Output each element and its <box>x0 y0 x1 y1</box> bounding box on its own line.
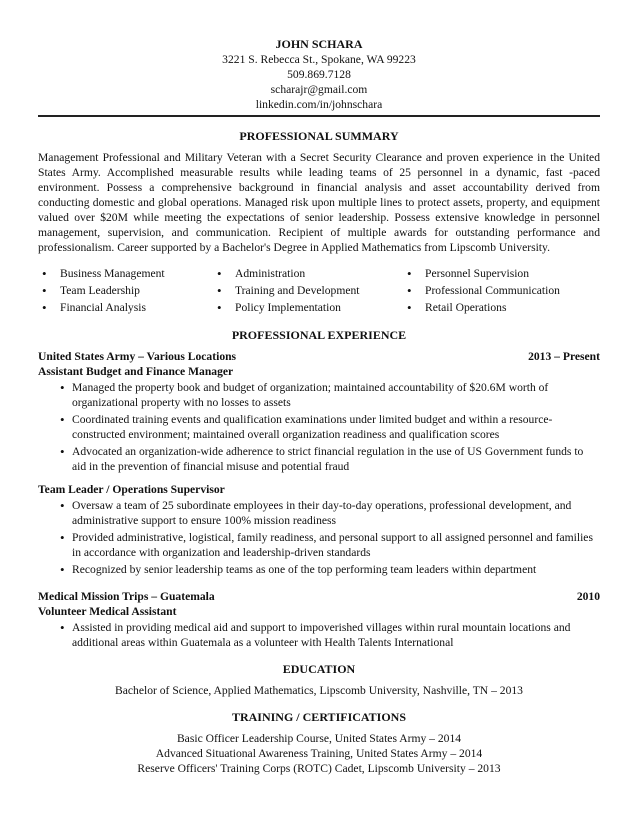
certification-item: Advanced Situational Awareness Training, United States Army – 2014 <box>155 747 483 760</box>
education-entry: Bachelor of Science, Applied Mathematics, Lipscomb University, Nashville, TN – 2013 <box>115 684 523 697</box>
skills-column-3 <box>403 265 573 316</box>
training-heading: TRAINING / CERTIFICATIONS <box>231 710 407 724</box>
skill-item: • Retail Operations <box>403 299 573 316</box>
job-bullets <box>38 620 600 650</box>
skills-column-2 <box>213 265 403 316</box>
job-dates: 2010 <box>576 590 600 603</box>
job-entry <box>38 482 600 577</box>
certification-item: Basic Officer Leadership Course, United States Army – 2014 <box>176 732 462 745</box>
skill-item: • Professional Communication <box>403 282 573 299</box>
skill-item: • Administration <box>213 265 403 282</box>
job-bullet: • Recognized by senior leadership teams as one of the top performing team leaders within department <box>38 562 600 577</box>
job-header <box>38 589 600 604</box>
job-entry <box>38 589 600 650</box>
job-role: Assistant Budget and Finance Manager <box>38 365 234 378</box>
candidate-name: JOHN SCHARA <box>275 37 363 51</box>
job-bullets <box>38 380 600 474</box>
skills-grid <box>38 265 600 316</box>
job-bullet: • Assisted in providing medical aid and support to impoverished villages within rural mountain locations and additional areas within Guatemala as a volunteer with Health Talents International <box>38 620 600 650</box>
skill-item: • Team Leadership <box>38 282 213 299</box>
skill-item: • Personnel Supervision <box>403 265 573 282</box>
job-dates: 2013 – Present <box>528 350 600 363</box>
job-bullets <box>38 498 600 577</box>
linkedin: linkedin.com/in/johnschara <box>255 98 383 111</box>
job-bullet: • Managed the property book and budget of organization; maintained accountability of $20.6M worth of organizational property with no losses to assets <box>38 380 600 410</box>
phone: 509.869.7128 <box>287 68 351 81</box>
contact-header <box>38 36 600 112</box>
job-header <box>38 349 600 364</box>
skills-column-1 <box>38 265 213 316</box>
certification-list <box>38 731 600 776</box>
experience-heading: PROFESSIONAL EXPERIENCE <box>231 328 407 342</box>
job-bullet: • Advocated an organization-wide adherence to strict financial regulation in the use of US Government funds to aid in the prevention of financial misuse and potential fraud <box>38 444 600 474</box>
summary-text: Management Professional and Military Veteran with a Secret Security Clearance and proven experience in the United States Army. Accomplished measurable results while leading teams of 25 personnel in a dynamic, fast -paced environment. Possess a comprehensive background in financial analysis and asset accountability derived from conducting domestic and global operations. Managed risk upon multiple lines to protect assets, property, and equipment valued over $20M while meeting the expectations of senior leadership. Possess extensive knowledge in personnel management, supervision, and communication. Recipient of multiple awards for outstanding performance and professionalism. Career supported by a Bachelor's Degree in Applied Mathematics from Lipscomb University. <box>38 151 600 254</box>
job-bullet: • Coordinated training events and qualification examinations under limited budget and within a resource-constructed environment; maintained overall organization readiness and qualification scores <box>38 412 600 442</box>
header-divider <box>38 115 600 117</box>
job-bullet: • Oversaw a team of 25 subordinate employees in their day-to-day operations, professional development, and administrative support to ensure 100% mission readiness <box>38 498 600 528</box>
skill-item: • Policy Implementation <box>213 299 403 316</box>
skill-item: • Financial Analysis <box>38 299 213 316</box>
job-organization: United States Army – Various Locations <box>38 350 237 363</box>
education-heading: EDUCATION <box>282 662 356 676</box>
email: scharajr@gmail.com <box>270 83 368 96</box>
job-role: Team Leader / Operations Supervisor <box>38 483 225 496</box>
job-role: Volunteer Medical Assistant <box>38 605 177 618</box>
skill-item: • Business Management <box>38 265 213 282</box>
job-entry <box>38 349 600 474</box>
skill-item: • Training and Development <box>213 282 403 299</box>
summary-heading: PROFESSIONAL SUMMARY <box>239 129 399 143</box>
job-bullet: • Provided administrative, logistical, family readiness, and personal support to all assigned personnel and families in accordance with organization and leadership-driven standards <box>38 530 600 560</box>
certification-item: Reserve Officers' Training Corps (ROTC) Cadet, Lipscomb University – 2013 <box>137 762 501 775</box>
job-organization: Medical Mission Trips – Guatemala <box>38 590 215 603</box>
address: 3221 S. Rebecca St., Spokane, WA 99223 <box>222 53 416 66</box>
